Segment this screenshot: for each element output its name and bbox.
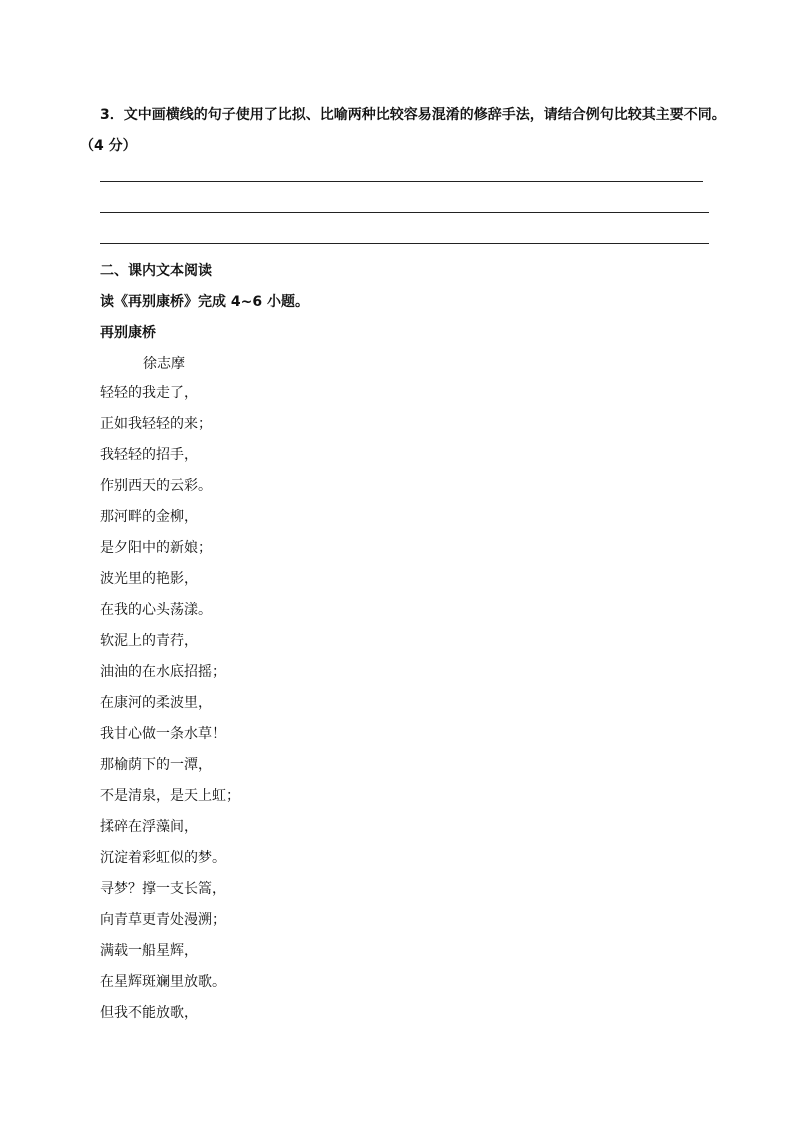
poem-line: 那河畔的金柳， <box>100 509 198 525</box>
poem-line: 揉碎在浮藻间， <box>100 819 198 835</box>
poem-line: 在星辉斑斓里放歌。 <box>100 974 226 990</box>
poem-line: 作别西天的云彩。 <box>100 478 212 494</box>
answer-line-2[interactable] <box>100 212 709 213</box>
poem-title: 再别康桥 <box>100 325 156 341</box>
poem-line: 不是清泉，是天上虹； <box>100 788 240 804</box>
poem-line: 波光里的艳影， <box>100 571 198 587</box>
poem-line: 轻轻的我走了， <box>100 385 198 401</box>
poem-line: 正如我轻轻的来； <box>100 416 212 432</box>
poem-line: 寻梦？撑一支长篙， <box>100 881 226 897</box>
poem-line: 我甘心做一条水草！ <box>100 726 226 742</box>
poem-line: 油油的在水底招摇； <box>100 664 226 680</box>
poem-line: 软泥上的青荇， <box>100 633 198 649</box>
poem-line: 是夕阳中的新娘； <box>100 540 212 556</box>
poem-line: 那榆荫下的一潭， <box>100 757 212 773</box>
answer-line-1[interactable] <box>100 181 703 182</box>
question-3-score: （4 分） <box>80 138 137 154</box>
poem-line: 满载一船星辉， <box>100 943 198 959</box>
poem-line: 在我的心头荡漾。 <box>100 602 212 618</box>
poem-line: 向青草更青处漫溯； <box>100 912 226 928</box>
question-3-text: 3．文中画横线的句子使用了比拟、比喻两种比较容易混淆的修辞手法，请结合例句比较其主要不同。 <box>100 107 726 123</box>
poem-line: 在康河的柔波里， <box>100 695 212 711</box>
answer-line-3[interactable] <box>100 243 709 244</box>
poem-line: 我轻轻的招手， <box>100 447 198 463</box>
poem-line: 沉淀着彩虹似的梦。 <box>100 850 226 866</box>
section-title: 二、课内文本阅读 <box>100 263 212 279</box>
poem-author: 徐志摩 <box>143 356 185 372</box>
reading-instruction: 读《再别康桥》完成 4~6 小题。 <box>100 294 309 310</box>
poem-body <box>100 383 240 1034</box>
poem-line: 但我不能放歌， <box>100 1005 198 1021</box>
